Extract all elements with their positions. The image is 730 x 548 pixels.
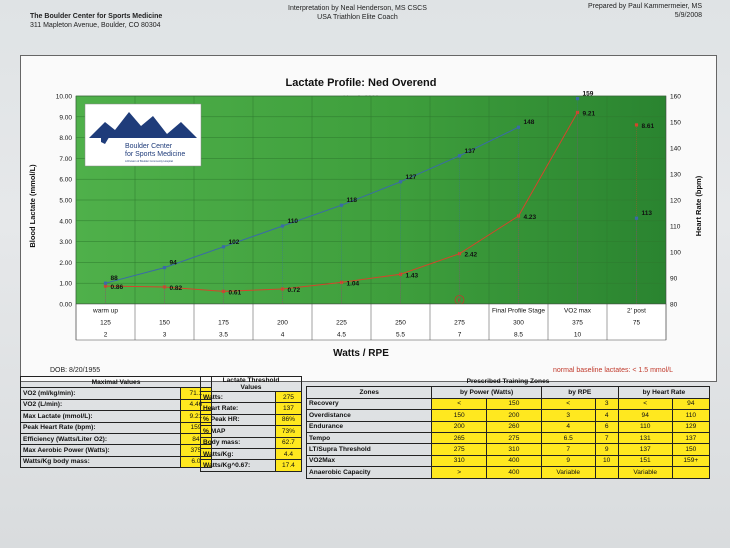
zone-r1-cell: < — [541, 398, 595, 409]
heart-rate-data-label: 148 — [523, 119, 535, 127]
lactate-data-label: 0.86 — [110, 284, 124, 292]
x-watts-label: 375 — [572, 319, 583, 327]
max-label: Watts/Kg body mass: — [21, 456, 181, 467]
lt-label: % Peak HR: — [201, 414, 276, 425]
max-value: 9.21 — [180, 411, 211, 422]
zone-h2-cell: 129 — [672, 421, 709, 432]
zone-r1-cell: 4 — [541, 421, 595, 432]
zone-zone-cell: Overdistance — [307, 410, 432, 421]
x-watts-label: 225 — [336, 319, 347, 327]
zone-r2-cell: 7 — [595, 432, 618, 443]
heart-rate-data-label: 118 — [346, 197, 357, 205]
lt-label: Watts/Kg: — [201, 448, 276, 459]
x-stage-label: warm up — [93, 307, 118, 315]
max-row — [21, 456, 212, 467]
y-tick-label: 6.00 — [59, 176, 72, 184]
zone-r1-cell: Variable — [541, 467, 595, 478]
x-watts-label: 150 — [159, 319, 170, 327]
y2-tick-label: 140 — [670, 145, 681, 153]
x-rpe-label: 3.5 — [218, 331, 229, 339]
y-tick-label: 8.00 — [59, 135, 72, 143]
y2-tick-label: 80 — [670, 301, 678, 309]
zones-table — [306, 376, 710, 479]
threshold-title-line1: Lactate Threshold — [222, 377, 280, 384]
max-row — [21, 433, 212, 444]
zone-h2-cell — [672, 467, 709, 478]
zones-title: Prescribed Training Zones — [466, 377, 550, 385]
lactate-data-label: 0.72 — [287, 287, 301, 295]
zone-row — [307, 398, 710, 409]
zone-r2-cell — [595, 467, 618, 478]
heart-rate-point — [517, 126, 520, 129]
zone-p1-cell: 150 — [432, 410, 487, 421]
lt-row — [201, 460, 302, 471]
max-value: 4.46 — [180, 399, 211, 410]
lactate-point — [635, 123, 638, 126]
lt-value: 73% — [275, 426, 301, 437]
threshold-title — [201, 377, 302, 392]
heart-rate-data-label: 102 — [228, 238, 240, 246]
org-header — [30, 12, 162, 30]
y-tick-label: 5.00 — [59, 197, 72, 205]
zone-zone-cell: Anaerobic Capacity — [307, 467, 432, 478]
x-watts-label: 200 — [277, 319, 288, 327]
lt-label: Heart Rate: — [201, 403, 276, 414]
zone-r2-cell: 6 — [595, 421, 618, 432]
zone-p1-cell: 310 — [432, 455, 487, 466]
prepared-header — [572, 2, 702, 20]
zone-h2-cell: 110 — [672, 410, 709, 421]
x-watts-label: 275 — [454, 319, 465, 327]
zone-row — [307, 432, 710, 443]
y2-tick-label: 160 — [670, 93, 681, 101]
zones-col-hr: by Heart Rate — [618, 387, 709, 398]
zone-p2-cell: 275 — [487, 432, 542, 443]
interpreter-name: Interpretation by Neal Henderson, MS CSCS — [288, 5, 427, 12]
lactate-data-label: 1.04 — [346, 280, 360, 288]
zone-r1-cell: 3 — [541, 410, 595, 421]
max-row — [21, 411, 212, 422]
zones-col-zones: Zones — [307, 387, 432, 398]
zone-h1-cell: 94 — [618, 410, 672, 421]
x-rpe-label: 8.5 — [513, 331, 524, 339]
zone-p2-cell: 150 — [487, 398, 542, 409]
lactate-data-label: 4.23 — [523, 214, 537, 222]
threshold-title-line2: Values — [240, 384, 262, 391]
y-axis-ticks — [56, 94, 73, 309]
x-rpe-label: 2 — [103, 331, 108, 339]
lt-label: Watts/Kg^0.67: — [201, 460, 276, 471]
lt-row — [201, 437, 302, 448]
heart-rate-point — [635, 217, 638, 220]
zone-zone-cell: Tempo — [307, 432, 432, 443]
y2-tick-label: 120 — [670, 197, 681, 205]
zone-p2-cell: 400 — [487, 455, 542, 466]
lt-value: 17.4 — [275, 460, 301, 471]
y-tick-label: 3.00 — [59, 239, 72, 247]
maximal-values-table — [20, 376, 212, 468]
max-value: 6.0 — [180, 456, 211, 467]
maximal-title: Maximal Values — [21, 377, 212, 388]
zone-h1-cell: 110 — [618, 421, 672, 432]
logo-line3: A Division of Boulder Community Hospital — [125, 160, 173, 163]
zone-zone-cell: Endurance — [307, 421, 432, 432]
heart-rate-data-label: 94 — [169, 259, 177, 267]
zone-zone-cell: VO2Max — [307, 455, 432, 466]
y-tick-label: 2.00 — [59, 259, 72, 267]
zone-h1-cell: 131 — [618, 432, 672, 443]
heart-rate-point — [458, 154, 461, 157]
zone-h2-cell: 137 — [672, 432, 709, 443]
y2-tick-label: 100 — [670, 249, 681, 257]
zone-p2-cell: 310 — [487, 444, 542, 455]
heart-rate-data-label: 137 — [464, 147, 476, 155]
lt-label: Body mass: — [201, 437, 276, 448]
zone-zone-cell: LT/Supra Threshold — [307, 444, 432, 455]
x-stage-label: 2' post — [627, 307, 646, 315]
zone-h2-cell: 159+ — [672, 455, 709, 466]
zone-h2-cell: 150 — [672, 444, 709, 455]
zones-col-rpe: by RPE — [541, 387, 618, 398]
lt-row — [201, 392, 302, 403]
heart-rate-point — [340, 204, 343, 207]
heart-rate-point — [222, 245, 225, 248]
x-rpe-label: 4 — [280, 331, 285, 339]
y-tick-label: 7.00 — [59, 155, 72, 163]
zone-r2-cell: 10 — [595, 455, 618, 466]
heart-rate-point — [399, 180, 402, 183]
max-row — [21, 399, 212, 410]
prepared-date: 5/9/2008 — [674, 12, 702, 19]
lt-label: Watts: — [201, 392, 276, 403]
zone-p1-cell: > — [432, 467, 487, 478]
max-label: Peak Heart Rate (bpm): — [21, 422, 181, 433]
y-tick-label: 10.00 — [55, 93, 72, 101]
org-name: The Boulder Center for Sports Medicine — [30, 13, 163, 20]
heart-rate-point — [576, 97, 579, 100]
x-rpe-label: 7 — [457, 331, 462, 339]
max-row — [21, 445, 212, 456]
x-axis-label: Watts / RPE — [333, 348, 389, 359]
x-watts-label: 75 — [632, 319, 641, 327]
interpreter-title: USA Triathlon Elite Coach — [317, 14, 398, 21]
interpretation-header — [288, 4, 427, 22]
zone-row — [307, 455, 710, 466]
max-value: 71.1 — [180, 388, 211, 399]
lt-value: 275 — [275, 392, 301, 403]
lt-value: 62.7 — [275, 437, 301, 448]
x-watts-label: 250 — [395, 319, 406, 327]
org-address: 311 Mapleton Avenue, Boulder, CO 80304 — [30, 22, 161, 29]
y2-tick-label: 90 — [670, 275, 678, 283]
max-label: VO2 (L/min): — [21, 399, 181, 410]
lt-value: 4.4 — [275, 448, 301, 459]
y-tick-label: 0.00 — [59, 301, 72, 309]
max-label: Efficiency (Watts/Liter O2): — [21, 433, 181, 444]
heart-rate-data-label: 110 — [287, 218, 298, 225]
lt-row — [201, 414, 302, 425]
x-rpe-label: 5.5 — [395, 331, 406, 339]
prepared-by: Prepared by Paul Kammermeier, MS — [588, 3, 702, 10]
y-tick-label: 1.00 — [59, 280, 72, 288]
zones-col-power: by Power (Watts) — [432, 387, 541, 398]
y2-tick-label: 130 — [670, 171, 681, 179]
dob-line: DOB: 8/20/1955 — [50, 367, 101, 374]
heart-rate-point — [281, 224, 284, 227]
lactate-data-label: 2.42 — [464, 251, 478, 259]
x-watts-label: 125 — [100, 319, 111, 327]
lactate-data-label: 8.61 — [641, 122, 655, 130]
zone-row — [307, 467, 710, 478]
zone-p2-cell: 260 — [487, 421, 542, 432]
lt-row — [201, 426, 302, 437]
heart-rate-point — [163, 266, 166, 269]
zone-p1-cell: 275 — [432, 444, 487, 455]
lt-row — [201, 448, 302, 459]
logo-line2: for Sports Medicine — [125, 151, 186, 158]
y-axis-label: Blood Lactate (mmol/L) — [28, 164, 37, 248]
y2-axis-ticks — [670, 94, 681, 309]
x-watts-label: 175 — [218, 319, 229, 327]
zone-p1-cell: 265 — [432, 432, 487, 443]
x-stage-label: VO2 max — [563, 307, 592, 315]
zone-h1-cell: Variable — [618, 467, 672, 478]
heart-rate-point — [104, 282, 107, 285]
lactate-data-label: 0.61 — [228, 289, 242, 297]
heart-rate-data-label: 113 — [641, 210, 652, 218]
y-tick-label: 9.00 — [59, 114, 72, 122]
x-stage-label: Final Profile Stage — [491, 307, 546, 315]
max-row — [21, 422, 212, 433]
heart-rate-data-label: 88 — [110, 275, 118, 283]
max-value: 159 — [180, 422, 211, 433]
lactate-data-label: 9.21 — [582, 110, 596, 118]
max-row — [21, 388, 212, 399]
max-label: VO2 (ml/kg/min): — [21, 388, 181, 399]
annotation-mark: K — [457, 298, 462, 305]
chart-frame — [20, 55, 717, 382]
zone-row — [307, 421, 710, 432]
baseline-note: normal baseline lactates: < 1.5 mmol/L — [553, 367, 674, 374]
x-rpe-label: 3 — [162, 331, 167, 339]
x-axis-table — [76, 304, 666, 340]
x-rpe-label: 4.5 — [336, 331, 347, 339]
lactate-chart — [21, 56, 716, 381]
chart-title: Lactate Profile: Ned Overend — [285, 77, 437, 89]
lt-label: % MAP — [201, 426, 276, 437]
zone-r1-cell: 6.5 — [541, 432, 595, 443]
y2-tick-label: 110 — [670, 223, 681, 231]
lt-value: 137 — [275, 403, 301, 414]
zone-r2-cell: 9 — [595, 444, 618, 455]
zone-row — [307, 444, 710, 455]
logo-line1: Boulder Center — [125, 143, 173, 150]
threshold-table — [200, 376, 302, 472]
zone-r2-cell: 3 — [595, 398, 618, 409]
zone-p2-cell: 200 — [487, 410, 542, 421]
lt-row — [201, 403, 302, 414]
heart-rate-data-label: 127 — [405, 173, 417, 181]
zone-h2-cell: 94 — [672, 398, 709, 409]
zone-r2-cell: 4 — [595, 410, 618, 421]
x-watts-label: 300 — [513, 319, 524, 327]
heart-rate-data-label: 159 — [582, 90, 594, 98]
max-value: 84 — [180, 433, 211, 444]
logo — [85, 104, 201, 166]
lactate-data-label: 0.82 — [169, 284, 183, 292]
zone-r1-cell: 7 — [541, 444, 595, 455]
zone-h1-cell: 151 — [618, 455, 672, 466]
zone-h1-cell: < — [618, 398, 672, 409]
max-value: 375 — [180, 445, 211, 456]
zone-p1-cell: 200 — [432, 421, 487, 432]
zone-p2-cell: 400 — [487, 467, 542, 478]
zone-zone-cell: Recovery — [307, 398, 432, 409]
lt-value: 86% — [275, 414, 301, 425]
lactate-data-label: 1.43 — [405, 272, 419, 280]
zone-p1-cell: < — [432, 398, 487, 409]
y2-axis-label: Heart Rate (bpm) — [694, 175, 703, 237]
x-rpe-label: 10 — [573, 331, 582, 339]
zone-h1-cell: 137 — [618, 444, 672, 455]
zone-r1-cell: 9 — [541, 455, 595, 466]
max-label: Max Lactate (mmol/L): — [21, 411, 181, 422]
max-label: Max Aerobic Power (Watts): — [21, 445, 181, 456]
zone-row — [307, 410, 710, 421]
y2-tick-label: 150 — [670, 119, 681, 127]
y-tick-label: 4.00 — [59, 218, 72, 226]
